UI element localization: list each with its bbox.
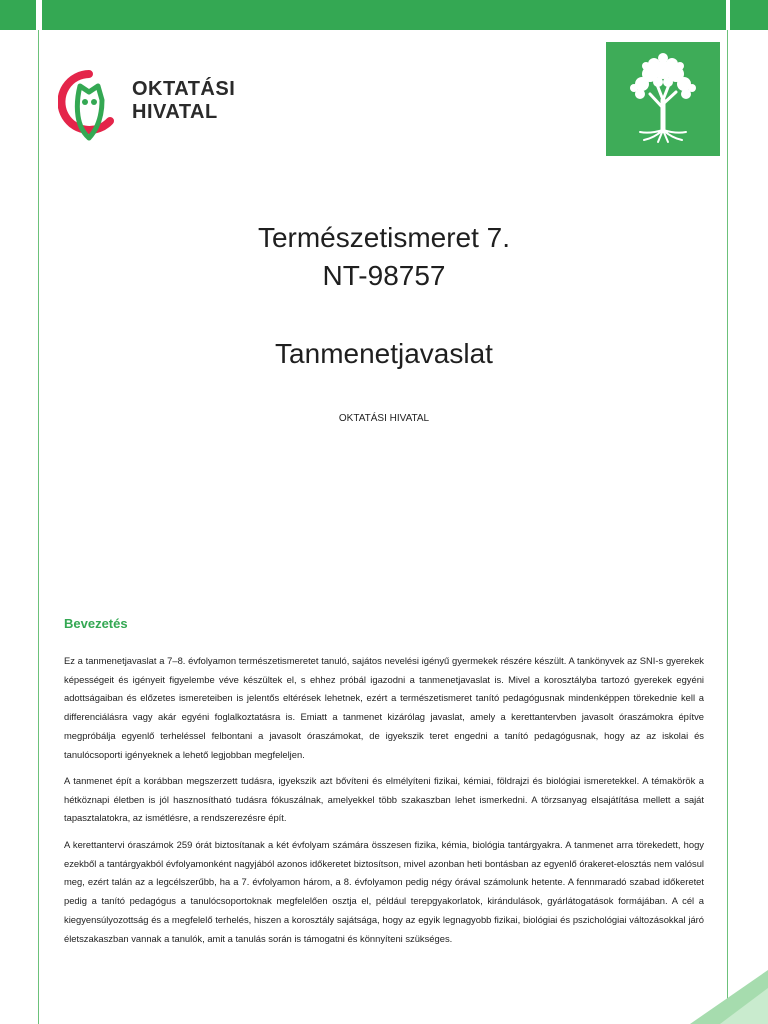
owl-emblem-icon — [58, 68, 120, 146]
body-paragraph-2: A tanmenet épít a korábban megszerzett tudásra, igyekszik azt bővíteni és elmélyíteni fizikai, kémiai, földrajzi és biológiai ismeretekkel. A témakörök a hétköznapi életben is jól hasznosítható tudásra fókuszálnak, amelyekkel több szakaszban lehet ismerkedni. A törzsanyag elsajátítása mellett a saját tapasztalatokra, az ismétlésre, a rendszerezésre épít. — [64, 775, 704, 824]
logo-wordmark — [132, 78, 235, 124]
document-type-title: Tanmenetjavaslat — [275, 338, 493, 369]
tree-icon — [606, 42, 720, 156]
logo-line-1: OKTATÁSI — [132, 78, 236, 100]
logo-line-2: HIVATAL — [132, 101, 218, 123]
body-paragraph-1: Ez a tanmenetjavaslat a 7–8. évfolyamon természetismeretet tanuló, sajátos nevelési igényű gyermekek részére készült. A tankönyvek az SNI-s gyerekek képességeit és igényeit figyelembe véve készültek el, s ehhez próbál igazodni a tanmenetjavaslat is. Mivel a korosztályba tartozó gyerekek egyéni adottságaiban és előzetes ismereteiben is jelentős eltérések lehetnek, ezért a természetismeret tanító pedagógusnak mindenképpen törekednie kell a differenciálásra vagy akár egyéni foglalkoztatásra is. Emiatt a tanmenet kizárólag javaslat, amely a kerettantervben javasolt óraszámokra építve megpróbálja egyenlő terheléssel felbontani a javasolt óraszámokat, de igyekszik teret engedni a tanító pedagógusnak, hogy az az iskolai és tanulócsoporti igényeknek a lehető legjobban megfeleljen. — [64, 655, 704, 760]
document-code: NT-98757 — [322, 260, 446, 291]
document-subject-title: Természetismeret 7. — [257, 222, 511, 253]
top-green-band — [0, 0, 768, 30]
corner-decoration — [690, 970, 768, 1024]
oktatasi-hivatal-logo — [58, 68, 258, 148]
band-divider-left — [36, 0, 42, 30]
margin-line-left — [38, 30, 39, 1024]
publisher-name: OKTATÁSI HIVATAL — [338, 413, 430, 424]
tree-emblem — [606, 42, 720, 156]
band-divider-right — [726, 0, 730, 30]
margin-line-right — [727, 30, 728, 1024]
body-paragraph-3: A kerettantervi óraszámok 259 órát biztosítanak a két évfolyam számára összesen fizika, kémia, biológia tantárgyakra. A tanmenet arra törekedett, hogy ezekből a tantárgyakból évfolyamonként nagyjából azonos időkeretet biztosítson, mivel azonban heti bontásban az egyenlő órakeret-elosztás nem valósul meg, ezért talán az a legcélszerűbb, ha a 7. évfolyamon három, a 8. évfolyamon pedig négy órával számolunk hetente. A fennmaradó szabad időkeretet pedig a tanító pedagógus a tanulócsoportoknak megfelelően osztja el, például terepgyakorlatok, kirándulások, gyárlátogatások formájában. A cél a kiegyensúlyozottság és a megfelelő terhelés, hiszen a korosztály sajátsága, hogy az egyik legnagyobb fizikai, biológiai és pszichológiai változásokkal járó életszakaszban vannak a tanulók, amit a tanulás során is támogatni és könnyíteni szükséges. — [64, 839, 704, 944]
section-heading-bevezetes: Bevezetés — [64, 616, 128, 631]
